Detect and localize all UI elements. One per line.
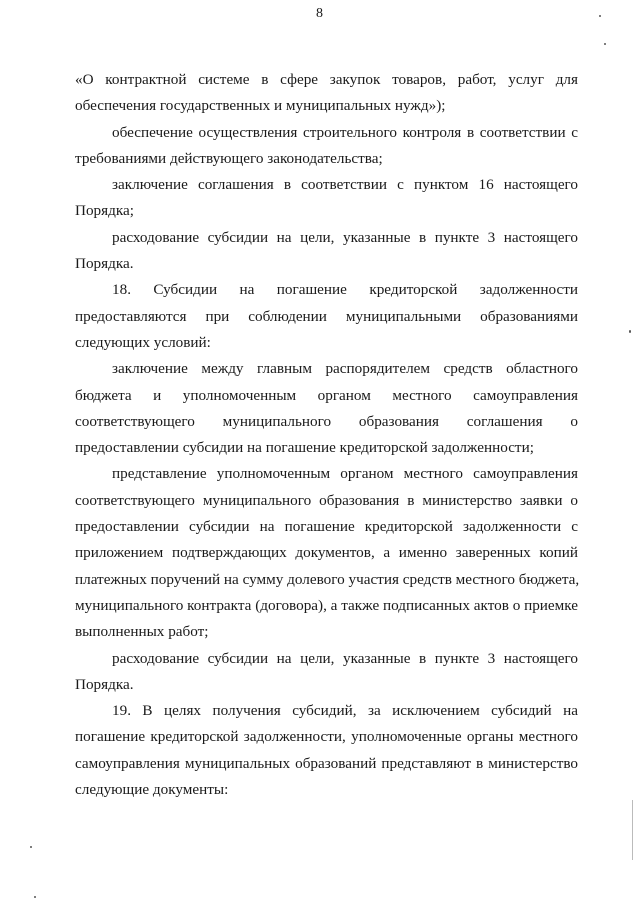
paragraph: [75, 120, 578, 173]
text-line: заключение между главным распорядителем средств областного: [112, 360, 578, 378]
paragraph: [75, 698, 578, 803]
text-line: предоставлении субсидии на погашение кредиторской задолженности с: [75, 518, 578, 536]
text-line: расходование субсидии на цели, указанные в пункте 3 настоящего: [112, 228, 578, 246]
text-line: соответствующего муниципального образования соглашения о: [75, 412, 578, 430]
text-line: обеспечения государственных и муниципальных нужд»);: [75, 97, 446, 115]
scan-speck: [629, 330, 631, 333]
paragraph: [75, 646, 578, 699]
text-line: предоставлении субсидии на погашение кредиторской задолженности;: [75, 439, 534, 457]
text-line: предоставляются при соблюдении муниципальными образованиями: [75, 307, 578, 325]
text-line: погашение кредиторской задолженности, уполномоченные органы местного: [75, 728, 578, 746]
text-line: муниципального контракта (договора), а также подписанных актов о приемке: [75, 596, 579, 614]
text-line: 18. Субсидии на погашение кредиторской задолженности: [112, 281, 578, 299]
scan-speck: [632, 800, 633, 860]
paragraph: [75, 277, 578, 356]
text-line: следующие документы:: [75, 781, 229, 799]
scan-speck: [604, 43, 606, 45]
text-line: выполненных работ;: [75, 623, 209, 641]
text-line: приложением подтверждающих документов, а именно заверенных копий: [75, 544, 578, 562]
text-line: платежных поручений на сумму долевого участия средств местного бюджета,: [75, 570, 580, 588]
text-line: Порядка;: [75, 202, 134, 220]
text-line: обеспечение осуществления строительного контроля в соответствии с: [112, 123, 578, 141]
text-line: самоуправления муниципальных образований представляют в министерство: [75, 754, 578, 772]
paragraph: [75, 225, 578, 278]
paragraph: [75, 356, 578, 461]
text-line: расходование субсидии на цели, указанные в пункте 3 настоящего: [112, 649, 578, 667]
text-line: соответствующего муниципального образования в министерство заявки о: [75, 491, 578, 509]
text-line: бюджета и уполномоченным органом местного самоуправления: [75, 386, 578, 404]
text-line: Порядка.: [75, 675, 134, 693]
text-line: Порядка.: [75, 255, 134, 273]
scan-speck: [599, 15, 601, 17]
document-body: [75, 67, 578, 803]
scan-speck: [30, 846, 32, 848]
paragraph: [75, 67, 578, 120]
scan-speck: [34, 896, 36, 898]
paragraph: [75, 172, 578, 225]
text-line: требованиями действующего законодательства;: [75, 149, 383, 167]
text-line: «О контрактной системе в сфере закупок товаров, работ, услуг для: [75, 71, 578, 88]
text-line: 19. В целях получения субсидий, за исключением субсидий на: [112, 702, 578, 720]
page-number: 8: [316, 6, 323, 21]
text-line: следующих условий:: [75, 333, 211, 351]
text-line: представление уполномоченным органом местного самоуправления: [112, 465, 578, 483]
paragraph: [75, 461, 578, 645]
text-line: заключение соглашения в соответствии с пунктом 16 настоящего: [112, 176, 578, 194]
